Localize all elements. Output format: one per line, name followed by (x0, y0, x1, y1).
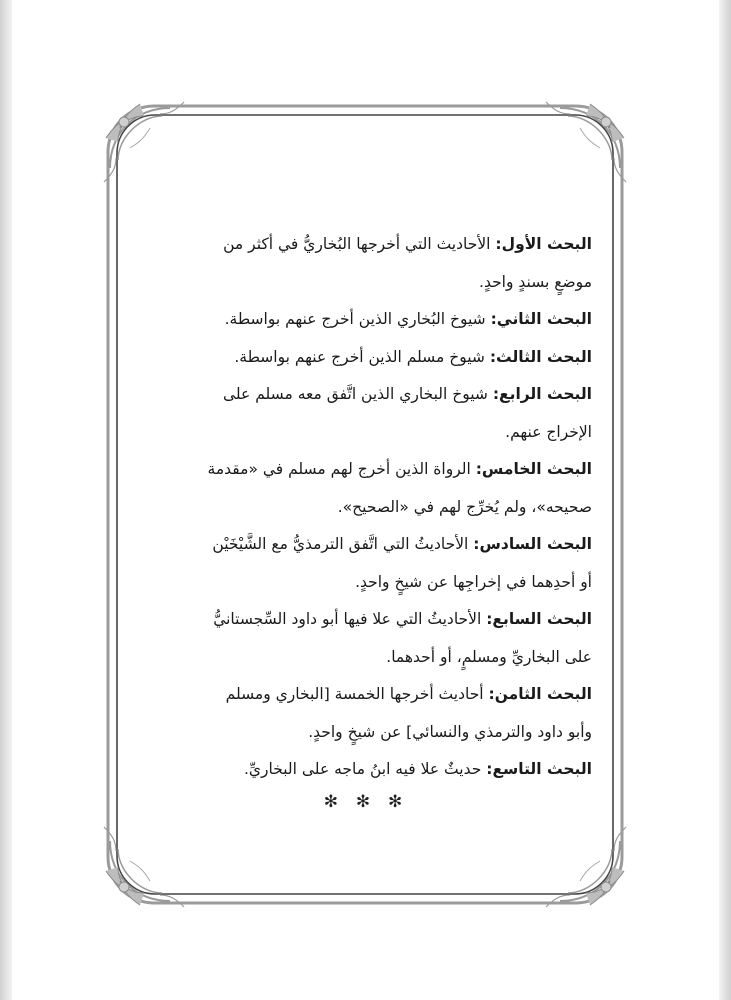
entry-text: شيوخ البخاري الذين اتَّفق معه مسلم على (222, 385, 488, 403)
entry-text: الأحاديث التي أخرجها البُخاريُّ في أكثر من (223, 235, 491, 253)
entry-7 (140, 601, 592, 676)
section-end-mark: ✻ ✻ ✻ (323, 791, 409, 812)
entry-label: البحث الثاني: (490, 310, 592, 328)
entry-continuation: أو أحدِهما في إخراجِها عن شيخٍ واحدٍ. (355, 572, 592, 591)
entry-3 (140, 339, 592, 377)
entry-label: البحث السادس: (473, 535, 592, 553)
entry-6 (140, 526, 592, 601)
entry-continuation: وأبو داود والترمذي والنسائي] عن شيخٍ واحدٍ. (308, 722, 592, 741)
entry-9 (140, 751, 592, 789)
entry-text: الرواة الذين أخرج لهم مسلم في «مقدمة (207, 460, 471, 478)
entry-4 (140, 376, 592, 451)
entry-text: حديثٌ علا فيه ابنُ ماجه على البخاريِّ. (243, 760, 482, 778)
entry-label: البحث الثامن: (488, 685, 592, 703)
page-edge-right (719, 0, 731, 1000)
entry-label: البحث التاسع: (486, 760, 592, 778)
document-body (140, 226, 592, 812)
entry-5 (140, 451, 592, 526)
entry-label: البحث الأول: (495, 235, 592, 253)
entry-label: البحث السابع: (486, 610, 592, 628)
entry-text: أحاديث أخرجها الخمسة [البخاري ومسلم (225, 685, 484, 703)
entry-continuation: الإخراج عنهم. (505, 422, 592, 441)
entry-2 (140, 301, 592, 339)
entry-8 (140, 676, 592, 751)
entry-label: البحث الخامس: (475, 460, 592, 478)
entry-continuation: موضعٍ بسندٍ واحدٍ. (479, 272, 592, 291)
entry-label: البحث الثالث: (489, 347, 592, 366)
entry-text: الأحاديثُ التي علا فيها أبو داود السِّجستانيُّ (213, 610, 482, 628)
entry-text: شيوخ مسلم الذين أخرج عنهم بواسطة. (234, 347, 485, 366)
page-edge-left (0, 0, 12, 1000)
entry-1 (140, 226, 592, 301)
entry-text: شيوخ البُخاري الذين أخرج عنهم بواسطة. (224, 310, 486, 328)
entry-continuation: على البخاريِّ ومسلمٍ، أو أحدهما. (386, 647, 592, 666)
entry-text: الأحاديثُ التي اتَّفق الترمذيُّ مع الشَّيْخَيْن (212, 535, 469, 553)
entry-label: البحث الرابع: (492, 385, 592, 403)
entry-continuation: صحيحه»، ولم يُخرِّج لهم في «الصحيح». (337, 497, 592, 516)
